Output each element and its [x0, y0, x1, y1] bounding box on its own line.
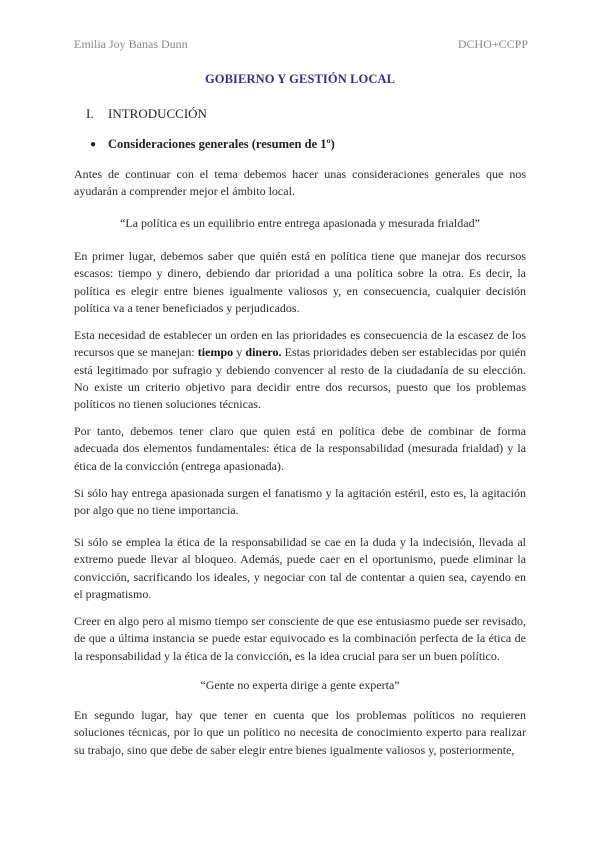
paragraph-responsabilidad: Si sólo se emplea la ética de la responsabilidad se cae en la duda y la indecisión, llevada al extremo puede llevar al bloqueo. Además, puede caer en el oportunismo, puede eliminar la convicción, sacrificando los ideales, y negociar con tal de contentar a quien sea, cayendo en el pragmatismo.	[74, 535, 526, 601]
bullet-heading	[90, 137, 335, 152]
paragraph-por-tanto: Por tanto, debemos tener claro que quien está en política debe de combinar de forma adecuada dos elementos fundamentales: ética de la responsabilidad (mesurada frialdad) y la ética de la convicción (entrega apasionada).	[74, 424, 526, 473]
paragraph-prioridades	[74, 327, 526, 413]
p3-bold-dinero: dinero.	[245, 345, 282, 360]
p3-bold-tiempo: tiempo	[197, 345, 234, 360]
document-title: GOBIERNO Y GESTIÓN LOCAL	[204, 72, 396, 86]
p3-text-before: Esta necesidad de establecer un orden en las prioridades es consecuencia de la escasez de los recursos que se manejan:	[74, 328, 526, 360]
paragraph-entrega: Si sólo hay entrega apasionada surgen el fanatismo y la agitación estéril, esto es, la agitación por algo que no tiene importancia.	[74, 486, 526, 518]
header-course: DCHO+CCPP	[457, 37, 528, 51]
section-heading	[86, 106, 207, 122]
header-author: Emilia Joy Banas Dunn	[74, 37, 188, 51]
quote-politica: “La política es un equilibrio entre entrega apasionada y mesurada frialdad”	[120, 216, 480, 230]
quote-gente: “Gente no experta dirige a gente experta”	[200, 678, 400, 692]
section-number: I.	[86, 106, 94, 121]
bullet-icon: ●	[90, 139, 97, 150]
p3-text-mid: y	[233, 345, 246, 360]
paragraph-intro: Antes de continuar con el tema debemos hacer unas consideraciones generales que nos ayudarán a comprender mejor el ámbito local.	[74, 167, 526, 199]
bullet-text: Consideraciones generales (resumen de 1º)	[108, 137, 335, 151]
p3-text-after: Estas prioridades deben ser establecidas por quién está legitimado por sufragio y debiendo convencer al resto de la ciudadanía de su elección. No existe un criterio objetivo para decidir entre dos recursos, puesto que los problemas políticos no tienen soluciones técnicas.	[74, 345, 526, 412]
paragraph-creer: Creer en algo pero al mismo tiempo ser consciente de que ese entusiasmo puede ser revisado, de que a última instancia se puede estar equivocado es la combinación perfecta de la ética de la responsabilidad y la ética de la convicción, es la idea crucial para ser un buen político.	[74, 614, 526, 663]
paragraph-primer-lugar: En primer lugar, debemos saber que quién está en política tiene que manejar dos recursos escasos: tiempo y dinero, debiendo dar prioridad a una política sobre la otra. Es decir, la política es elegir entre bienes igualmente valiosos y, en consecuencia, cualquier decisión política va a tener beneficiados y perjudicados.	[74, 249, 526, 315]
section-label: INTRODUCCIÓN	[108, 106, 207, 121]
paragraph-segundo-lugar: En segundo lugar, hay que tener en cuenta que los problemas políticos no requieren soluciones técnicas, por lo que un político no necesita de conocimiento experto para realizar su trabajo, sino que debe de saber elegir entre bienes igualmente valiosos y, posteriormente,	[74, 708, 526, 757]
page-header	[74, 37, 528, 52]
